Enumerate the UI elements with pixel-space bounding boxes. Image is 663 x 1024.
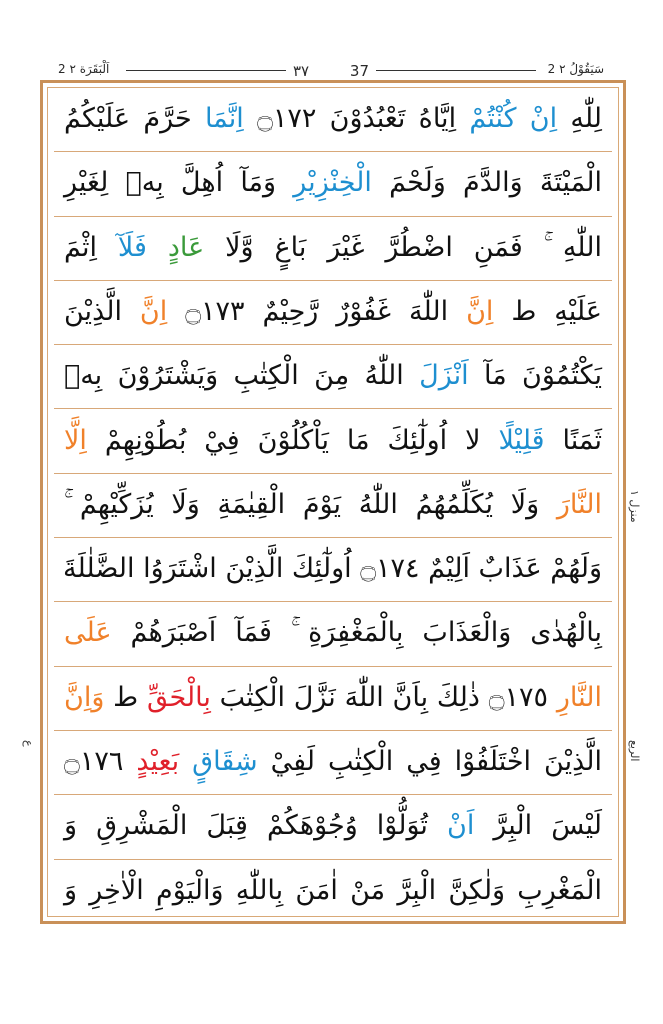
- verse-line: [54, 667, 612, 731]
- verse-line: [54, 474, 612, 538]
- verse-line: [54, 217, 612, 281]
- verse-segment: وَلَهُمْ عَذَابٌ اَلِيْمٌ ۝١٧٤ اُولٰٓئِكَ الَّذِيْنَ اشْتَرَوُا الضَّلٰلَةَ: [63, 553, 602, 585]
- verse-line: [54, 410, 612, 474]
- verse-lines: [47, 87, 619, 917]
- verse-segment: ط: [104, 681, 147, 713]
- verse-segment: اللّٰهَ غَفُوْرٌ رَّحِيْمٌ ۝١٧٣: [167, 295, 467, 327]
- verse-segment: بِالْهُدٰى وَالْعَذَابَ بِالْمَغْفِرَةِ ۚ فَمَآ اَصْبَرَهُمْ: [111, 617, 602, 649]
- verse-segment: وَلَا يُكَلِّمُهُمُ اللّٰهُ يَوْمَ الْقِيٰمَةِ وَلَا يُزَكِّيْهِمْ ۚ: [64, 488, 557, 520]
- verse-segment: النَّارَ: [556, 488, 602, 520]
- verse-segment: اللّٰهُ مِنَ الْكِتٰبِ وَيَشْتَرُوْنَ بِهٖ: [64, 360, 420, 392]
- verse-segment: يَكْتُمُوْنَ مَآ: [468, 360, 603, 392]
- verse-line: [54, 88, 612, 152]
- verse-segment: [179, 746, 192, 777]
- verse-line: [54, 860, 612, 924]
- verse-segment: لَيْسَ الْبِرَّ: [474, 810, 602, 842]
- verse-segment: بَعِيْدٍ: [136, 746, 180, 777]
- verse-segment: حَرَّمَ عَلَيْكُمُ: [64, 103, 205, 134]
- verse-segment: فَلَآ: [117, 231, 147, 263]
- verse-segment: بِالْحَقِّ: [146, 681, 211, 713]
- verse-line: [54, 538, 612, 602]
- margin-ruku: ع: [22, 740, 35, 747]
- verse-segment: اِنَّمَا: [204, 103, 244, 134]
- verse-line: [54, 795, 612, 859]
- verse-line: [54, 152, 612, 216]
- page-number: 37: [349, 62, 369, 80]
- verse-line: [54, 281, 612, 345]
- verse-segment: لا اُولٰٓئِكَ مَا يَاْكُلُوْنَ فِيْ بُطُوْنِهِمْ: [86, 424, 499, 456]
- verse-segment: لِلّٰهِ: [557, 103, 602, 134]
- verse-segment: وَمَآ اُهِلَّ بِهٖ لِغَيْرِ: [64, 167, 294, 199]
- verse-segment: ۝١٧٥ ذٰلِكَ بِاَنَّ اللّٰهَ نَزَّلَ الْكِتٰبَ: [210, 681, 557, 713]
- verse-segment: الَّذِيْنَ اخْتَلَفُوْا فِي الْكِتٰبِ لَفِيْ: [257, 746, 602, 777]
- verse-segment: تُوَلُّوْا وُجُوْهَكُمْ قِبَلَ الْمَشْرِقِ وَ: [64, 810, 447, 842]
- verse-segment: اِنْ كُنْتُمْ: [469, 103, 558, 134]
- verse-segment: اَنْ: [446, 810, 475, 842]
- verse-segment: الَّذِيْنَ: [64, 295, 140, 327]
- page-number-arabic: ٣٧: [293, 62, 310, 80]
- verse-segment: ۝١٧٦: [64, 746, 137, 777]
- verse-line: [54, 602, 612, 666]
- margin-rub: الربع: [628, 740, 641, 762]
- verse-segment: [147, 232, 168, 263]
- verse-segment: اِنَّ: [466, 295, 494, 327]
- verse-line: [54, 731, 612, 795]
- verse-segment: اِثْمَ: [64, 231, 118, 263]
- verse-segment: وَاِنَّ: [64, 681, 105, 713]
- page-number-group: [48, 62, 614, 80]
- verse-segment: عَلَيْهِ ط: [493, 295, 602, 327]
- verse-segment: قَلِيْلًا: [498, 424, 545, 456]
- verse-segment: اَنْزَلَ: [419, 360, 469, 392]
- verse-segment: ثَمَنًا: [544, 424, 602, 456]
- text-frame: [40, 80, 626, 924]
- verse-segment: عَلَى: [64, 617, 112, 649]
- margin-manzil: منزل ١: [628, 490, 641, 523]
- verse-line: [54, 345, 612, 409]
- verse-segment: شِقَاقٍ: [192, 746, 258, 777]
- verse-segment: اِيَّاهُ تَعْبُدُوْنَ ۝١٧٢: [243, 103, 470, 134]
- verse-segment: اللّٰهِ ۚ فَمَنِ اضْطُرَّ غَيْرَ بَاغٍ وَّلَا: [204, 231, 602, 263]
- page-header: [48, 60, 614, 82]
- para-name: 2 سَيَقُوْلُ ٢: [547, 62, 604, 76]
- verse-segment: الْخِنْزِيْرِ: [293, 167, 372, 199]
- verse-segment: عَادٍ: [167, 231, 205, 263]
- surah-name: 2 اَلْبَقَرَة ٢: [58, 62, 110, 76]
- verse-segment: اِلَّا: [64, 424, 87, 456]
- verse-segment: النَّارِ: [556, 681, 602, 713]
- verse-segment: الْمَغْرِبِ وَلٰكِنَّ الْبِرَّ مَنْ اٰمَنَ بِاللّٰهِ وَالْيَوْمِ الْاٰخِرِ وَ: [64, 874, 602, 906]
- verse-segment: اِنَّ: [139, 295, 168, 327]
- verse-segment: الْمَيْتَةَ وَالدَّمَ وَلَحْمَ: [371, 167, 602, 199]
